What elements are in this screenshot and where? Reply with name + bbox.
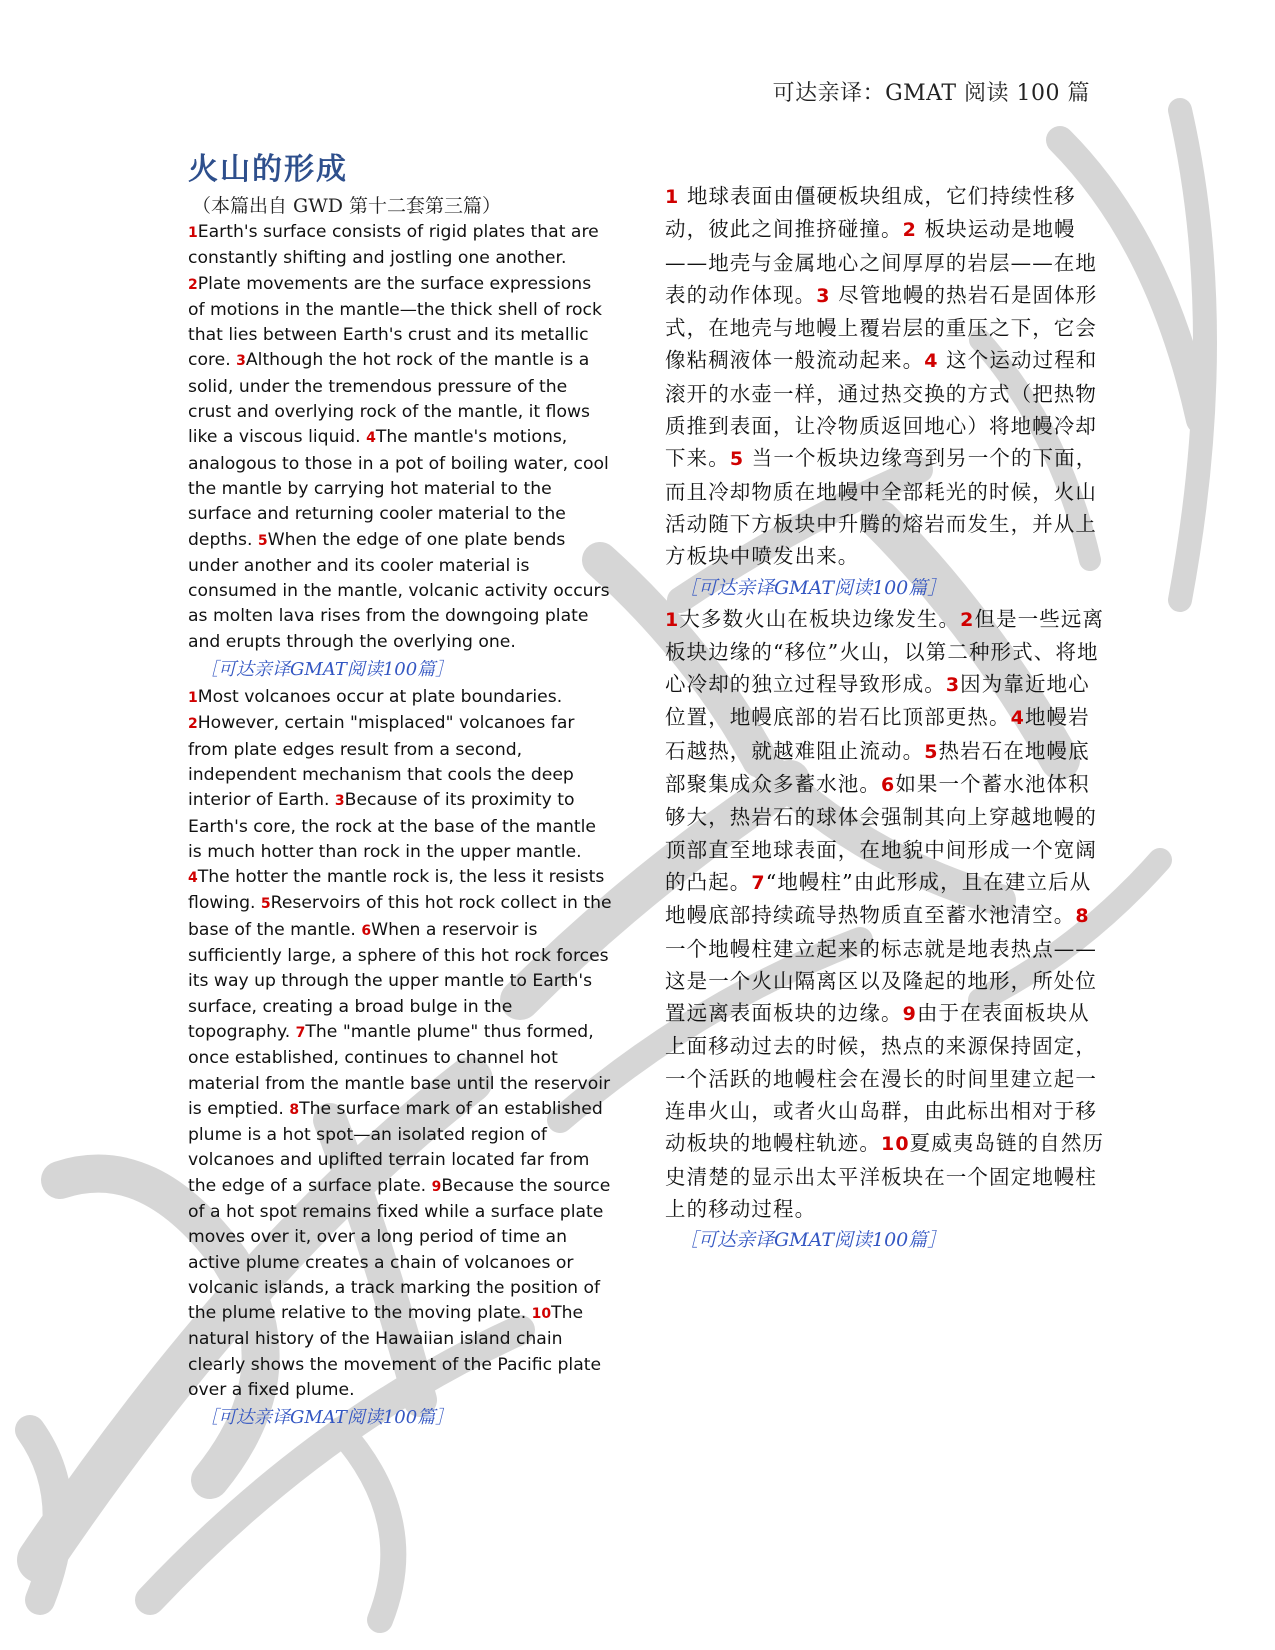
sentence-number: 2 (960, 608, 975, 631)
sentence-text: Plate movements are the surface expressions of motions in the mantle—the thick shell of rock that lies between Earth's crust and its metallic core. (188, 273, 602, 371)
sentence-number: 2 (188, 276, 198, 293)
sentence-number: 1 (665, 608, 680, 631)
sentence-text: “地幔柱”由此形成，且在建立后从地幔底部持续疏导热物质直至蓄水池清空。 (665, 869, 1092, 928)
sentence-number: 4 (1010, 707, 1025, 730)
sentence-number: 3 (236, 353, 246, 370)
sentence-number: 10 (531, 1306, 552, 1323)
english-column (188, 150, 613, 1433)
sentence-number: 10 (881, 1133, 910, 1156)
sentence-text: The hotter the mantle rock is, the less it resists flowing. (188, 867, 605, 914)
sentence-text: 大多数火山在板块边缘发生。 (679, 606, 961, 631)
sentence-number: 6 (881, 774, 896, 797)
sentence-number: 3 (945, 674, 961, 697)
sentence-number: 2 (188, 716, 198, 733)
sentence-number: 5 (260, 896, 271, 913)
chinese-column (665, 180, 1105, 1255)
sentence-number: 3 (816, 284, 831, 307)
sentence-number: 7 (751, 871, 766, 894)
credit-note: ［可达亲译GMAT阅读100篇］ (679, 576, 947, 599)
sentence-number: 4 (924, 350, 939, 373)
sentence-number: 9 (431, 1178, 442, 1195)
sentence-number: 2 (902, 219, 917, 242)
credit-note: ［可达亲译GMAT阅读100篇］ (200, 659, 454, 681)
sentence-number: 5 (257, 532, 268, 549)
sentence-number: 5 (924, 740, 939, 763)
sentence-text: Because of its proximity to Earth's core, the rock at the base of the mantle is much hotter than rock in the upper mantle. (188, 790, 596, 862)
sentence-text: Most volcanoes occur at plate boundaries. (197, 687, 563, 708)
sentence-text: The surface mark of an established plume is a hot spot—an isolated region of volcanoes and uplifted terrain located far from the edge of a surface plate. (188, 1098, 603, 1196)
sentence-text: 板块运动是地幔——地壳与金属地心之间厚厚的岩层——在地表的动作体现。 (665, 217, 1097, 307)
sentence-text: The mantle's motions, analogous to those in a pot of boiling water, cool the mantle by carrying hot material to the surface and returning cooler material to the depths. (188, 427, 609, 550)
sentence-number: 8 (1075, 905, 1090, 928)
sentence-text: 热岩石在地幔底部聚集成众多蓄水池。 (665, 738, 1090, 797)
sentence-text: 这个运动过程和滚开的水壶一样，通过热交换的方式（把热物质推到表面，让冷物质返回地心）将地幔冷却下来。 (665, 348, 1098, 471)
sentence-text: 因为靠近地心位置，地幔底部的岩石比顶部更热。 (665, 672, 1090, 730)
sentence-text: Although the hot rock of the mantle is a solid, under the tremendous pressure of the crust and overlying rock of the mantle, it flows like a viscous liquid. (188, 350, 590, 448)
sentence-text: 地幔岩石越热，就越难阻止流动。 (665, 705, 1090, 763)
sentence-text: The "mantle plume" thus formed, once established, continues to channel hot material from the mantle base until the reservoir is emptied. (188, 1021, 611, 1119)
english-paragraph-1 (188, 220, 613, 655)
credit-note: ［可达亲译GMAT阅读100篇］ (200, 1407, 454, 1429)
english-paragraph-2 (188, 685, 613, 1403)
page-header: 可达亲译：GMAT 阅读 100 篇 (772, 81, 1090, 106)
sentence-number: 6 (361, 922, 372, 939)
sentence-text: Earth's surface consists of rigid plates that are constantly shifting and jostling one another. (188, 222, 599, 269)
sentence-text: 尽管地幔的热岩石是固体形式，在地壳与地幔上覆岩层的重压之下，它会像粘稠液体一般流动起来。 (665, 282, 1098, 373)
sentence-text: The natural history of the Hawaiian island chain clearly shows the movement of the Pacific plate over a fixed plume. (188, 1303, 602, 1401)
credit-note: ［可达亲译GMAT阅读100篇］ (679, 1229, 947, 1252)
sentence-number: 4 (366, 430, 376, 447)
sentence-number: 1 (188, 690, 198, 707)
sentence-text: Reservoirs of this hot rock collect in the base of the mantle. (188, 893, 612, 940)
sentence-text: 如果一个蓄水池体积够大，热岩石的球体会强制其向上穿越地幔的顶部直至地球表面，在地貌中间形成一个宽阔的凸起。 (665, 772, 1097, 894)
sentence-text: Because the source of a hot spot remains fixed while a surface plate moves over it, over a long period of time an active plume creates a chain of volcanoes or volcanic islands, a track marking the position of the plume relative to the moving plate. (188, 1175, 611, 1324)
sentence-number: 5 (729, 448, 745, 471)
sentence-text: 由于在表面板块从上面移动过去的时候，热点的来源保持固定，一个活跃的地幔柱会在漫长的时间里建立起一连串火山，或者火山岛群，由此标出相对于移动板块的地幔柱轨迹。 (665, 1001, 1097, 1156)
sentence-number: 4 (188, 870, 198, 887)
article-source: （本篇出自 GWD 第十二套第三篇） (192, 195, 502, 217)
sentence-text: 当一个板块边缘弯到另一个的下面，而且冷却物质在地幔中全部耗光的时候，火山活动随下方板块中升腾的熔岩而发生，并从上方板块中喷发出来。 (665, 446, 1098, 569)
article-title: 火山的形成 (188, 152, 348, 187)
sentence-text: When the edge of one plate bends under another and its cooler material is consumed in the mantle, volcanic activity occurs as molten lava rises from the downgoing plate and erupts through the overlying one. (188, 529, 610, 652)
sentence-number: 7 (295, 1024, 306, 1041)
sentence-text: 地球表面由僵硬板块组成，它们持续性移动，彼此之间推挤碰撞。 (665, 184, 1076, 242)
chinese-paragraph-2 (665, 603, 1105, 1226)
sentence-number: 9 (902, 1003, 917, 1026)
sentence-number: 1 (188, 225, 198, 241)
sentence-text: When a reservoir is sufficiently large, a sphere of this hot rock forces its way up through the upper mantle to Earth's surface, creating a broad bulge in the topography. (188, 919, 609, 1042)
sentence-text: However, certain "misplaced" volcanoes far from plate edges result from a second, independent mechanism that cools the deep interior of Earth. (188, 713, 575, 811)
sentence-text: 但是一些远离板块边缘的“移位”火山，以第二种形式、将地心冷却的独立过程导致形成。 (665, 606, 1105, 697)
sentence-number: 3 (334, 793, 345, 810)
sentence-text: 一个地幔柱建立起来的标志就是地表热点——这是一个火山隔离区以及隆起的地形，所处位置远离表面板块的边缘。 (665, 936, 1097, 1026)
sentence-number: 1 (665, 186, 680, 208)
sentence-text: 夏威夷岛链的自然历史清楚的显示出太平洋板块在一个固定地幔柱上的移动过程。 (665, 1131, 1105, 1221)
chinese-paragraph-1 (665, 180, 1105, 573)
sentence-number: 8 (289, 1101, 300, 1118)
